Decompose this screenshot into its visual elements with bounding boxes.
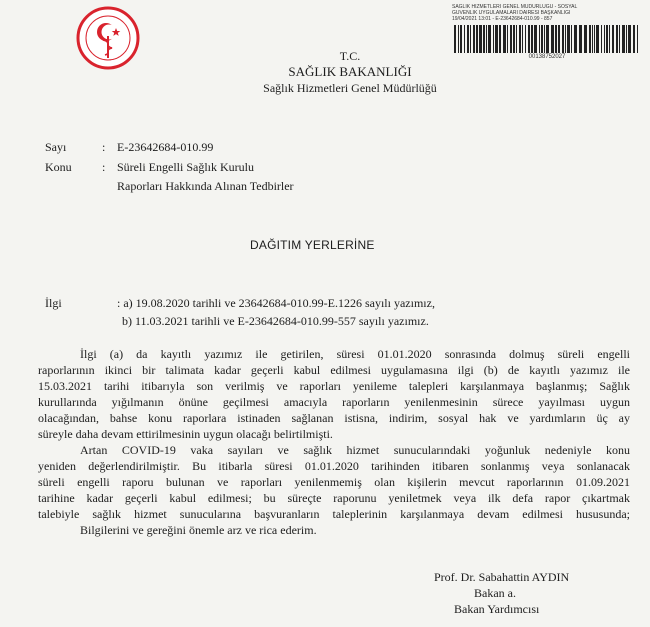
barcode-bar bbox=[513, 25, 515, 53]
barcode-bar bbox=[534, 25, 537, 53]
barcode-bar bbox=[571, 25, 572, 53]
barcode-bar bbox=[503, 25, 506, 53]
paragraph-line: süreyle daha devam ettirilmesinin uygun olacağı belirtilmişti. bbox=[38, 427, 333, 441]
paragraph-line: Bilgilerini ve gereğini önemle arz ve rica ederim. bbox=[80, 523, 317, 537]
barcode-bar bbox=[616, 25, 618, 53]
barcode-bar bbox=[555, 25, 557, 53]
paragraph-line: Artan COVID-19 vaka sayıları ve sağlık hizmet sunucularındaki yoğunluk nedeniyle konu bbox=[80, 443, 630, 457]
barcode-bar bbox=[601, 25, 602, 53]
signatory-title: Bakan Yardımcısı bbox=[454, 602, 540, 616]
document-barcode-block bbox=[452, 4, 642, 60]
barcode-bar bbox=[584, 25, 587, 53]
header-directorate: Sağlık Hizmetleri Genel Müdürlüğü bbox=[263, 81, 437, 95]
barcode-bar bbox=[562, 25, 564, 53]
sayi-value: E-23642684-010.99 bbox=[117, 140, 214, 154]
barcode-bar bbox=[546, 25, 549, 53]
ilgi-label: İlgi bbox=[45, 296, 62, 310]
barcode-bar bbox=[525, 25, 526, 53]
barcode-bar bbox=[606, 25, 608, 53]
barcode-bar bbox=[626, 25, 627, 53]
signatory-name: Prof. Dr. Sabahattin AYDIN bbox=[434, 570, 570, 584]
barcode-bar bbox=[622, 25, 625, 53]
barcode-bar bbox=[488, 25, 491, 53]
barcode-bar bbox=[495, 25, 498, 53]
header-tc: T.C. bbox=[339, 49, 361, 63]
ilgi-ref-a: : a) 19.08.2020 tarihli ve 23642684-010.99-E.1226 sayılı yazımız, bbox=[117, 296, 435, 310]
barcode-bar bbox=[604, 25, 605, 53]
signatory-title: Bakan a. bbox=[474, 586, 516, 600]
barcode-text-line: 19/04/2021 13:01 - E-23642684-010.99 - 857 bbox=[452, 16, 553, 22]
barcode bbox=[452, 25, 642, 53]
barcode-bar bbox=[483, 25, 485, 53]
ilgi-ref-b: b) 11.03.2021 tarihli ve E-23642684-010.99-557 sayılı yazımız. bbox=[122, 314, 429, 328]
barcode-bar bbox=[574, 25, 577, 53]
barcode-bar bbox=[486, 25, 487, 53]
barcode-bar bbox=[633, 25, 635, 53]
paragraph-line: raporlarının ikinci bir talimata kadar geçerli kabul edilmesi uygulamasına ilgi (b) de kayıtlı yazımız ile bbox=[38, 363, 630, 377]
paragraph-line: İlgi (a) da kayıtlı yazımız ile getirilen, süresi 01.01.2020 sonrasında dolmuş süreli engelli bbox=[80, 347, 630, 361]
konu-value: Raporları Hakkında Alınan Tedbirler bbox=[117, 179, 294, 193]
barcode-bar bbox=[609, 25, 610, 53]
barcode-bar bbox=[558, 25, 560, 53]
barcode-bar bbox=[612, 25, 614, 53]
barcode-bar bbox=[519, 25, 521, 53]
barcode-bar bbox=[619, 25, 620, 53]
konu-colon: : bbox=[102, 160, 106, 174]
konu-value: Süreli Engelli Sağlık Kurulu bbox=[117, 160, 254, 174]
barcode-bar bbox=[551, 25, 554, 53]
barcode-bar bbox=[531, 25, 533, 53]
barcode-bar bbox=[493, 25, 494, 53]
barcode-text-line: SAĞLIK HİZMETLERİ GENEL MÜDÜRLÜĞÜ - SOSYAL bbox=[452, 4, 578, 10]
barcode-bar bbox=[539, 25, 540, 53]
header-ministry: SAĞLIK BAKANLIĞI bbox=[288, 64, 412, 79]
paragraph-line: süreli engelli raporu bulunan ve raporları yenilenmemiş olan kişilerin mevcut raporlarının 01.09.2021 bbox=[38, 475, 630, 489]
barcode-bar bbox=[596, 25, 599, 53]
paragraph-line: kurullarında yığılmanın önüne geçilmesi amacıyla raporların yenilenmesinin sürece yayılması uygun bbox=[38, 395, 630, 409]
barcode-bar bbox=[592, 25, 593, 53]
paragraph-line: olacağından, bahse konu raporlara istinaden sağlanan istisna, indirim, sosyal hak ve yardımların üç ay bbox=[38, 411, 630, 425]
sayi-colon: : bbox=[102, 140, 106, 154]
barcode-bar bbox=[628, 25, 631, 53]
konu-label: Konu bbox=[45, 160, 72, 174]
barcode-bar bbox=[507, 25, 508, 53]
sayi-label: Sayı bbox=[45, 140, 67, 154]
paragraph-line: tarihine kadar geçerli kabul edilmesi; bu süreçte raporunu yeniletmek veya ilk defa rapor çıkartmak bbox=[38, 491, 630, 505]
barcode-bar bbox=[499, 25, 501, 53]
barcode-bar bbox=[544, 25, 545, 53]
barcode-bar bbox=[579, 25, 582, 53]
barcode-bar bbox=[565, 25, 566, 53]
barcode-bar bbox=[516, 25, 517, 53]
barcode-bar bbox=[541, 25, 543, 53]
barcode-bar bbox=[594, 25, 595, 53]
barcode-text-line: GÜVENLİK UYGULAMALARI DAİRESİ BAŞKANLIĞI bbox=[452, 10, 571, 16]
paragraph-line: 15.03.2021 tarihi itibarıyla son verilmiş ve raporları yenileme talepleri karşılanmaya başlanmış; Sağlık bbox=[38, 379, 630, 393]
barcode-bar bbox=[567, 25, 570, 53]
distribution-heading: DAĞITIM YERLERİNE bbox=[250, 238, 375, 252]
ministry-logo bbox=[76, 6, 140, 70]
barcode-bar bbox=[589, 25, 591, 53]
paragraph-line: talebiyle sağlık hizmet sunucularına başvuranların taleplerinin karşılanmaya devam edilmesi hususunda; bbox=[38, 507, 630, 521]
barcode-bar bbox=[528, 25, 530, 53]
barcode-number: 00138752027 bbox=[528, 54, 566, 60]
barcode-bar bbox=[522, 25, 523, 53]
paragraph-line: yeniden değerlendirilmiştir. Bu itibarla süresi 01.01.2020 tarihinden itibaren sonlanmış veya sonlanacak bbox=[38, 459, 630, 473]
barcode-bar bbox=[637, 25, 638, 53]
barcode-bar bbox=[510, 25, 512, 53]
